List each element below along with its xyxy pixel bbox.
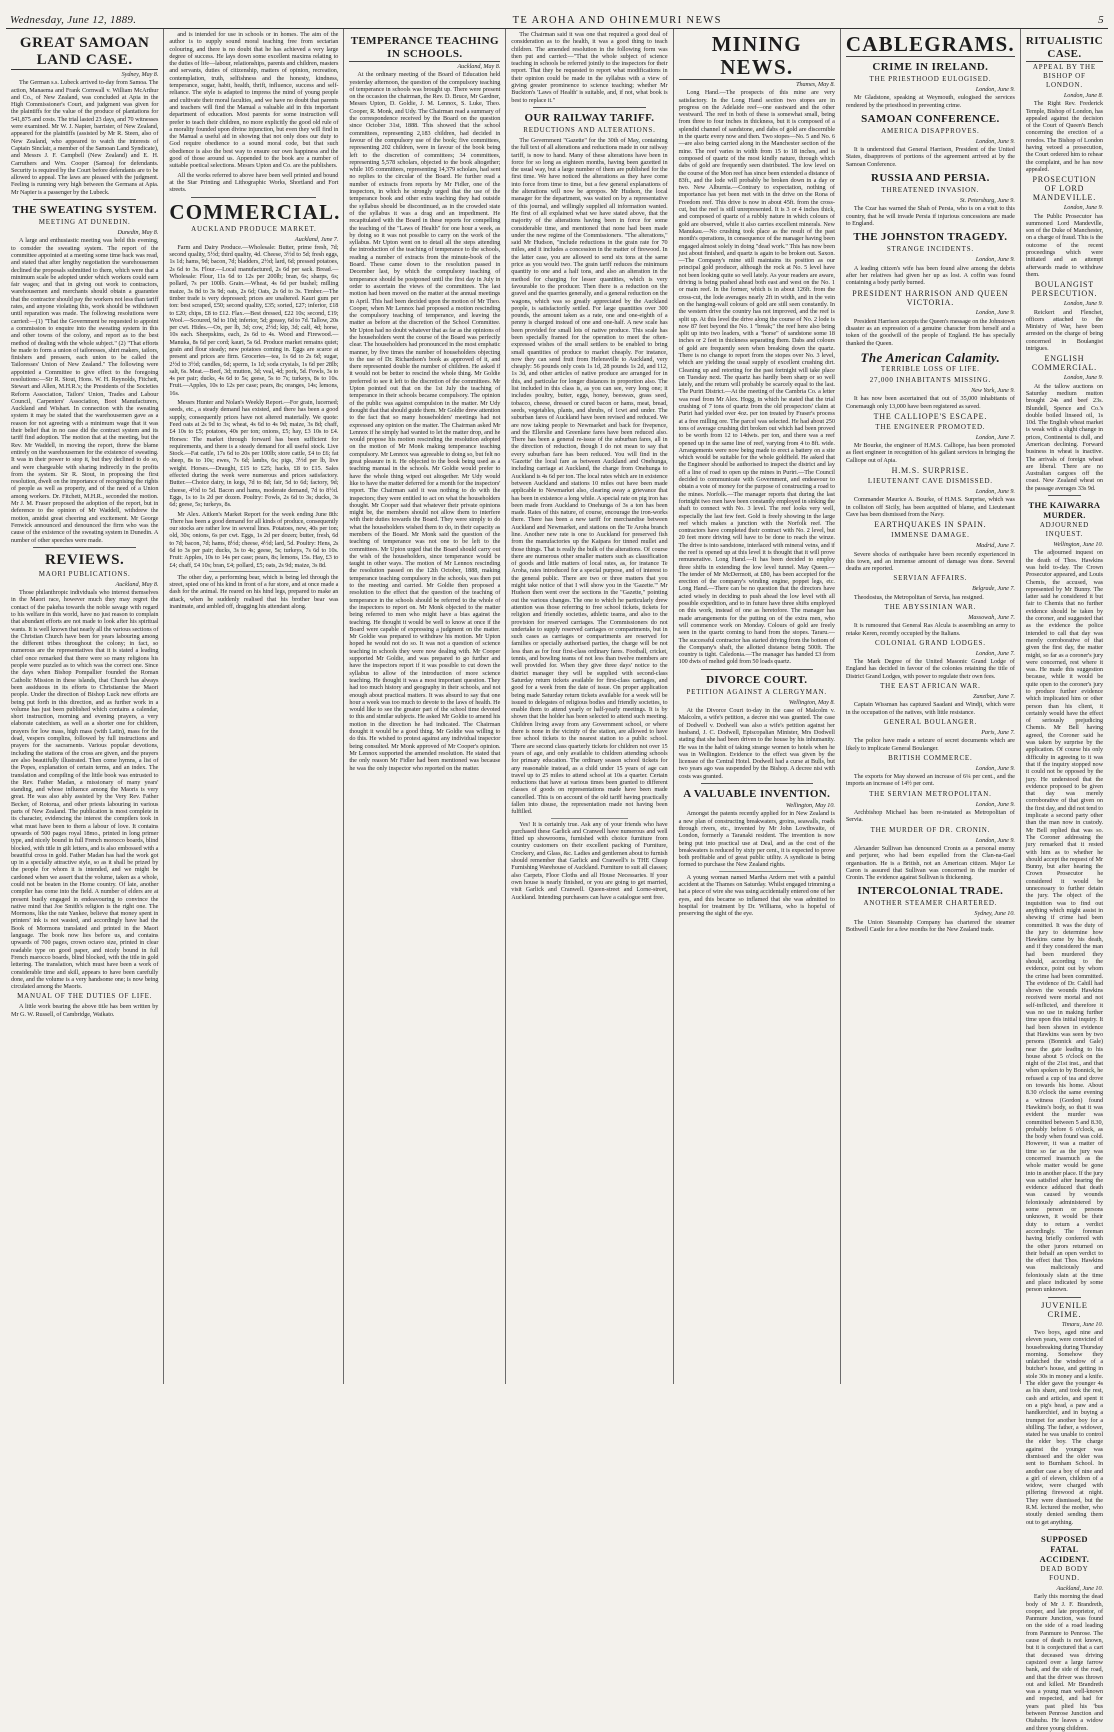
temperance-continued-text: The Chairman said it was one that required a good deal of consideration as to the health, it was a good thing to teach children. The amended resolution in the following form was then put and carried:—"That the whole subject of science teaching in schools be referred jointly to the inspectors for their report. That they be requested to report what modifications in their opinion could be made in the syllabus with a view of giving greater prominence to science teaching; whether Mr Buckton's 'Laws of Health' is suitable, and, if not, what book is best to replace it." [511,31,668,104]
aitken-report-text: Mr Alex. Aitken's Market Report for the week ending June 8th: There has been a good demand for all kinds of produce, consequently our stocks are rather low in several lines. Potatoes, new, 40s per ton; old, 30s; onions, 6s per cwt. Eggs, 1s 2d per dozen; butter, fresh, 6d to 7d; bacon, 7d; hams, 8½d; cheese, 4½d; lard, 5d. Poultry: Hens, 2s 6d to 3s per pair; ducks, 3s to 4s; geese, 5s; turkeys, 7s 6d to 10s. Fruit: Apples, 10s to 14s per case; pears, 8s; lemons, 15s. Hay, £3 to £4; chaff, £4 10s; bran, £4; pollard, £5; oats, 2s 9d; maize, 3s 8d. [169,510,339,569]
masthead-page-number: 5 [1098,14,1104,26]
temperance-date: Auckland, May 8. [457,63,501,70]
crime-ireland-heading: CRIME IN IRELAND. [872,61,989,73]
grand-lodges-text: The Mark Degree of the United Masonic Grand Lodge of England has decided in favour of the colonies retaining the title of District Grand Lodges, with power to regulate their own fees. [845,658,1015,680]
invention-date: Wellington, May 10. [785,802,835,810]
earthquakes-date: Madrid, June 7. [976,542,1015,550]
reviews-heading: REVIEWS. [44,551,125,568]
grand-lodges-heading: COLONIAL GRAND LODGES. [874,638,986,647]
mandeville-date: London, June 9. [1063,204,1104,212]
invention-text: Amongst the patents recently applied for in New Zealand is a new plan of constructing breakwaters, groins, seawalls, roads through rivers, etc., invented by Mr John Lowthwaite, of London, formerly a Taranaki resident. The invention is now being put into practical use at Deal, and as the cost of the breakwaters is reduced by sixty per cent., it is expected to prove both profitable and of great public utility. A syndicate is being formed to purchase the New Zealand rights. [678,810,835,869]
servian-metropolitan-date: London, June 9. [975,800,1015,808]
ritualistic-subheading: APPEAL BY THE BISHOP OF LONDON. [1032,63,1096,89]
juvenile-crime-date: Timaru, June 10. [1061,1320,1104,1328]
divider [701,783,813,784]
invention-heading: A VALUABLE INVENTION. [683,788,831,801]
hunter-report-text: Messrs Hunter and Nolan's Weekly Report.—For grain, lucerned; seeds, etc., a steady demand has existed, and there has been a good supply, consequently prices have not altered materially. We quote: Feed oats at 2s 9d to 3s; wheat, 4s 6d to 4s 9d; maize, 3s 8d; chaff, £4 10s to £5; potatoes, 40s per ton; onions, £5; hay, £3 10s to £4. Horses: The market through forward has been sufficient for requirements, and there is a steady demand for all useful stock. Live Stock.—Fat cattle, 17s 6d to 20s per 100lb; store cattle, £4 to £6; fat sheep, 8s to 10s; ewes, 7s 6d; lambs, 6s; pigs, 3½d per lb, live weight. Horses.—Draught, £15 to £25; hacks, £8 to £15. Sales effected during the week were numerous and prices satisfactory. Butter.—Choice dairy, in kegs, 7d to 8d; fair, 5d to 6d; factory, 9d; cheese, 4½d to 5d. Bacon and hams, moderate demand, 7d to 8½d. Eggs, 1s to 1s 2d per dozen. Poultry: Fowls, 2s 6d to 3s; ducks, 3s 6d; geese, 5s; turkeys, 8s. [169,399,339,509]
servian-metropolitan-text: Archbishop Michael has been re-instated as Metropolitan of Servia. [845,809,1015,824]
temperance-text: At the ordinary meeting of the Board of Education held yesterday afternoon, the question of the compulsory teaching of temperance in schools was brought up. There were present on the occasion the chairman, the Rev. D. Bruce, Mr Gardner, Messrs Upton, D. Goldie, J. M. Lennox, S. Luke, Theo. Cooper, R. Monk, and Udy. The Chairman read a summary of the correspondence received by the Board on the question since October 31st, 1888. This showed that the school committees, representing 2,183 children, had decided in favour of the compulsory use of the book; five committees, representing 202 children, were in favour of the book being left to the discretion of committees; 34 committees, representing 5,578 scholars, objected to the book altogether; while 105 committees, representing 14,379 scholars, had sent no replies to the circular of the Board. He further read a number of extracts from reports by Mr Fidler, one of the inspectors, in which he strongly urged that the use of the temperance book and other extra teaching they had outside the syllabus should be discontinued, as in the crowded state of the syllabus it was a drag and an impediment. He recapitulated with the Board in these reports for compelling the teaching of the "Laws of Health" for one hour a week, as by doing so it was not possible to carry on the work of the syllabus. Mr Upton went on to detail all the steps attending the introduction of the teaching of temperance to the schools, reading a number of extracts from the minute-book of the Board. These came down to the resolution passed in December last, by which the compulsory teaching of temperance should be postponed until the first day in July in order to ascertain the views of the committees. The last motion had been moved on the matter at the annual meetings in April. This had been decided upon the motion of Mr Theo. Cooper, when Mr Lennox had proposed a motion rescinding the compulsory teaching of temperance, and leaving the matter as before at the discretion of the School Committee. Mr Upton had no doubt whatever that as far as the opinions of the householders went the course of the Board was perfectly clear. The householders had pronounced in the most emphatic manner, by five times the number of householders objecting to the use of Dr. Richardson's book as approved of it, and there represented double the number of children. He asked if it would not be better to rescind the whole thing. Mr Goldie preferred to see it left to the discretion of the committees. Mr Upton pointed out that on the 1st July the teaching of temperance in their schools became compulsory. The opinion of the public was against compulsion in the matter. Mr Udy thought that that should guide them. Mr Goldie drew attention to the fact that so many householders' meetings had not expressed any opinion on the matter. The Chairman asked Mr Lennox if he simply had wanted to let the matter drop, and he would propose his motion rescinding the resolution adopted on the motion of Mr Monk making temperance teaching compulsory. Mr Lennox was agreeable to doing so, but felt no great pleasure in it. He objected to the book being used as a teaching manual in the schools. Mr Goldie would prefer to have the whole thing wiped out altogether. Mr Udy would like to have the matter deferred for a month for the inspectors' report. The Chairman said it was nothing to do with the inspectors; they were entitled to act on what the householders thought. Mr Cooper said that whatever their private opinions might be, the members should not allow them to interfere with their duties towards the Board. They were simply to do what the householders wished them to do, in their capacity as members of the Board. Mr Monk said the question of the teaching of temperance was not one to be left to the committees. Mr Upton urged that the Board should carry out the wish of the householders, since temperance would be taught in other ways. The motion of Mr Lennox rescinding the resolution passed on the 12th October, 1888, making temperance teaching compulsory in the schools, was then put to the meeting and carried. Mr Goldie then proposed a resolution to the effect that the question of the teaching of temperance in the schools should be referred to the whole of the inspectors to report on. Mr Monk objected to the matter being referred to men who might have a bias against the teaching. He thought it would be well to know at once if the Board were capable of expressing a judgment on the matter. Mr Goldie was prepared to withdraw his motion. Mr Upton hoped he would not do so. It was not a question of science teaching in schools they were now dealing with. Mr Cooper supported Mr Goldie, and was prepared to go further and have the inspectors report if it was possible to cut down the syllabus to allow of the introduction of more science teaching. He thought it was a most important question. They had too much history and geography in their schools, and not enough about practical matters. It was absurd to say that one hour a week was too much to devote to the laws of health. He would like to see the greater part of the school time devoted to this and similar subjects. He asked Mr Goldie to amend his motion in the direction he had indicated. The Chairman thought it would be a good thing. Mr Goldie was willing to do this. He wished to protest against any individual inspector being consulted. Mr Monk approved of Mr Cooper's opinion. Mr Lennox supported the amended resolution. He stated that the only reason Mr Fidler had been mentioned was because he was the only inspector who reported on the matter. [349,71,501,772]
juvenile-crime-heading: JUVENILE CRIME. [1041,1299,1088,1319]
divider [1048,1529,1081,1530]
ritualistic-date: London, June 8. [1063,92,1104,99]
temperance-heading: TEMPERANCE TEACHING IN SCHOOLS. [350,35,499,60]
kaiwarra-heading: THE KAIWARRA MURDER. [1028,500,1101,521]
servian-affairs-heading: SERVIAN AFFAIRS. [893,574,968,583]
commercial-date: Auckland, June 7. [294,235,339,243]
divider [33,547,136,548]
divorce-heading: DIVORCE COURT. [706,673,808,686]
boulangist-date: London, June 9. [1063,300,1104,308]
commercial-heading: COMMERCIAL. [169,199,341,224]
calliope-subheading: THE ENGINEER PROMOTED. [875,422,986,431]
fatal-accident-text: Early this morning the dead body of Mr J. F. Brandreth, cooper, and late proprietor, of Panmure Junction, was found on the side of a road leading from Panmure to Penrose. The cause of death is not known, but it is conjectured that a cart that deceased was driving capsized over a large farrow bank, and the side of the road, and that the driver was thrown out and killed. Mr Brandreth was a young man well-known and respected, and had for years past plied his 'bus between Penrose Junction and Otahuhu. He leaves a widow and three young children. [1025,1593,1104,1732]
earthquakes-subheading: IMMENSE DAMAGE. [891,531,970,540]
harrison-text: President Harrison accepts the Queen's message on the Johnstown disaster as an expression of a genuine character from herself and a token of the goodwill of the people of England. He has specially thanked the Queen. [845,317,1015,347]
samoan-land-text: The German s.s. Lubeck arrived to-day from Samoa. The action, Manaema and Frank Cornwall v. William McArthur and Co., of New Zealand, was concluded at Apia in the High Commissioner's Court, and judgment was given for the plaintiffs for the value of the produce of plantations for 541,875 and costs. The trial lasted 23 days, and 70 witnesses were examined. Mr W. J. Napier, barrister, of New Zealand, appeared for the plaintiffs (assisted by Mr R. Steen, also of New Zealand, who appeared to watch the interests of Captain Sinclair, a member of the Samoan Land Syndicate), and Messrs J. F. Campbell (New Zealand) and E. H. Carruthers and Wm. Cooper (Samoa) for defendants. Security is required by the Court before defendants are to be allowed to appeal. The laws are pleased with the judgment. Feeling is running very high between the Germans at Apia. Mr Napier is a passenger by the Lubeck. [11,79,159,196]
cronin-text: Alexander Sullivan has denounced Cronin as a personal enemy and perjurer, who had been expelled from the Clan-na-Gael organisation. He is a British, not an American citizen. Major Le Caron is assured that Sullivan was concerned in the murder of Cronin. The evidence against Sullivan is thickening. [845,844,1015,882]
ritualistic-heading: RITUALISTIC CASE. [1025,35,1104,60]
divider [1048,495,1081,496]
harrison-heading: PRESIDENT HARRISON AND QUEEN VICTORIA. [852,289,1009,308]
johnston-text: A leading citizen's wife has been found alive among the debris after her relatives had given her up as lost. A coffin was found containing a body partly burned. [845,264,1015,287]
fatal-accident-subheading: DEAD BODY FOUND. [1040,1564,1089,1582]
railway-heading: OUR RAILWAY TARIFF. [524,111,655,124]
cablegrams-heading: CABLEGRAMS. [845,32,1015,56]
commercial-text: Farm and Dairy Produce.—Wholesale: Butter, prime fresh, 7d; second quality, 5½d; third quality, 4d. Cheese, 3½d to 5d; fresh eggs, 1s 1d; hams, 9d; bacon, 7d; bladders, 2½d; lard, 6d; pressed potatoes, 2s 6d to 3s. Flour.—Local manufactured, 2s 6d per sack. Bread.—Wholesale: Flour, 11s 6d to 12s per 200lb; bran, 6s; sharps, 6s; pollard, 7s per 100lb. Grain.—Wheat, 4s 6d per bushel; milling maize, 3s 8d to 3s 9d; oats, 2s 6d; Oats, 2s 6d to 3s. Timber.—The timber trade is very depressed; prices are unaltered. Kauri gum per ton: best scraped, £50; second quality, £35; sorted, £27; inferior, £18 to £20; chips, £8 to £12. Flax.—Best dressed, £22 10s; second, £19; Wool.—Scoured, 9d to 10d; inferior, 5d; greasy, 6d to 7d. Tallow, 20s per cwt. Hides.—Ox, per lb, 3d; cow, 2½d; kip, 3d; calf, 4d; horse, 10s each. Sheepskins, each, 2s 6d to 4s. Wood and Firewood.—Manuka, 8s 6d per cord; kauri, 5s 6d. Produce market remains quiet; grain and flour steady; new potatoes coming in. Eggs are scarce at present and prices are firm. Groceries—tea, 1s 6d to 2s 6d; sugar, 2½d to 3½d; candles, 6d; sperm, 1s 1d; soda crystals, 1s 6d per 28lb; salt, 6s. Meat.—Beef, 3d; mutton, 3d; veal, 4d; pork, 5d. Fowls, 3s to 4s per pair; ducks, 4s 6d to 5s; geese, 5s to 7s; turkeys, 8s to 10s. Fruit.—Apples, 10s to 12s per case; pears, 8s; oranges, 14s; lemons, 16s. [169,243,339,397]
samoan-conference-heading: SAMOAN CONFERENCE. [861,112,1000,125]
reviews-text: Those philanthropic individuals who interest themselves in the Maori race, however much they may regret the contact of the pakeha towards the noble savage with regard to his welfare in this world, have no just reason to complain that abundant efforts are not made to look after his spiritual wants. It is well known that nearly all the various sections of the Christian Church have been for years labouring among the different tribes throughout the colony; in fact, so numerous are the representatives that it is stated a leading chief once remarked that there were so many religions his people were puzzled as to which was the correct one. Since the days when Bishop Pompallier founded the Roman Catholic Mission in these islands, that Church has always been assiduous in its efforts to Christianise the Maori people. Under the direction of Bishop Luck new efforts are being put forth in this direction, and as further work in a volume has just been published which contains a calendar, short instruction, morning and evening prayers, a very elaborate catechism, as well as a shorter one for children, prayers for low mass, high mass (with Latin), mass for the dead, vespers complins, followed by full instructions and prayers for the sacraments. Various popular devotions, including the stations of the cross are given, and the prayers are also beautifully illustrated. Then come hymns, a list of the Popes, explanation of certain terms, and an index. The translation and compiling of the little book was entrusted to the Rev. Father Madan, a missionary of many years' standing, and whose influence among the Maoris is very great. He was also ably assisted by the Very Rev. Father Becker, of Rotorua, and other priests labouring in various parts of New Zealand. The publication is most complete in its character, evidencing the interest the compilers took in what must have been to them a labour of love. It contains upwards of 500 pages royal 18mo., printed in long primer type, and nicely bound in full French morocco boards, blind blocked, with title in gilt letters, and is also embossed with a beautiful cross in gold. Father Madan has had the work got up in a specially attractive style, so as it shall be prized by the people for whom it is intended, and we might be cardoned when we assert that the volume, taken as a whole, could not be beaten in the Home country. Of late, another compiler has come into the field. A number of elders are at present busily engaged in endeavouring to convince the native mind that Joe Smith's religion is the right one. The Mormons, like the rate Yankee, believe that money spent in printers' ink is not wasted, and accordingly have had the Book of Mormons translated and printed in the Maori language. The book now lies before us, and contains upwards of 700 pages, crown octavo size, printed in clear readable type on good paper, and nicely bound in full French marocco boards, blind blocked, with the title in gold lettering. The translation, which must have been a work of considerable time and skill, appears to have been carefully done, and the volume is a very handsome one; is now being circulated among the Maoris. [11,589,159,991]
intercolonial-subheading: ANOTHER STEAMER CHARTERED. [863,899,998,908]
british-commerce-date: London, June 9. [975,764,1015,772]
russia-persia-text: The Czar has warned the Shah of Persia, who is on a visit to this country, that he will invade Persia if injurious concessions are made to England. [845,205,1015,227]
earthquakes-heading: EARTHQUAKES IN SPAIN. [874,520,987,530]
intercolonial-heading: INTERCOLONIAL TRADE. [857,885,1004,898]
manual-publisher-text: All the works referred to above have been well printed and bound at the Star Printing and Lithographic Works, Shortland and Fort streets. [169,171,339,194]
garlick-advert-text: Yes! It is certainly true. Ask any of your friends who have purchased these Garlick and Cranwell have numerous and well fitted up showrooms, furnished with choice furniture from country customers on their excellent packing of Furniture, Crockery, and Glass, &c. Ladies and gentlemen about to furnish should remember that Garlick and Cranwell's is THE Cheap Furnishing Warehouse of Auckland. Furniture to suit all classes; also Carpets, Floor Cloths and all House Necessaries. If your own house is nearly finished, or you are going to get married, visit Garlick and Cranwell. Queen-street and Lorne-street, Auckland. Intending purchasers can have a catalogue sent free. [511,820,668,901]
boulangist-heading: BOULANGIST PERSECUTION. [1031,280,1098,299]
divorce-text: At the Divorce Court to-day in the case of Malcolm v. Malcolm, a wife's petition, a decree nisi was granted. The case of Dodwell v. Dodwell was also a wife's petition against her husband, J. C. Dodwell, Episcopalian Minister, Mrs Dodwell stating that she had been driven to the house by his inhumanity. He was in the habit of taking strange women to hotels when he was in Wellington. Evidence to the effect was given by the licensee of the Central Hotel. Dodwell had a curse at Bulls, but two years ago was suspended by the Bishop. A decree nisi with costs was granted. [678,707,835,780]
column-6 [841,29,1021,1384]
abyssinian-text: It is rumoured that General Ras Alcula is assembling an army to retake Keren, recently occupied by the Italians. [845,622,1015,637]
divider [533,107,645,108]
divider [701,669,813,670]
english-commercial-heading: ENGLISH COMMERCIAL. [1031,354,1097,373]
hms-surprise-date: London, June 9. [975,488,1015,496]
divider [719,871,795,872]
divider [551,818,627,819]
samoan-conference-text: It is understood that General Harrison, President of the United States, disapproves of portions of the agreement arrived at by the Samoan Conference. [845,146,1015,168]
cronin-date: London, June 9. [975,836,1015,844]
british-commerce-text: The exports for May showed an increase of 6¼ per cent., and the imports an increase of 14½ per cent. [845,773,1015,788]
divorce-date: Wellington, May 8. [788,698,835,706]
masthead-title: TE AROHA AND OHINEMURI NEWS [512,15,722,26]
mandeville-heading: PROSECUTION OF LORD MANDEVILLE. [1032,175,1097,203]
column-3 [344,29,506,1384]
mandeville-text: The Public Prosecutor has summoned Lord Mandeville, son of the Duke of Manchester, on a charge of fraud. This is the outcome of the recent proceedings which were initiated and an attempt afterwards made to withdraw them. [1025,212,1104,278]
grand-lodges-date: London, June 7. [975,649,1015,657]
servian-metropolitan-heading: THE SERVIAN METROPOLITAN. [869,789,992,798]
hms-surprise-heading: H.M.S. SURPRISE. [891,466,970,476]
boulanger-date: Paris, June 7. [981,728,1015,736]
russia-persia-date: St. Petersburg, June 9. [959,197,1015,205]
divider [191,197,316,198]
abyssinian-date: Massowah, June 7. [968,613,1015,621]
ritualistic-text: The Right Rev. Frederick Temple, Bishop of London, has appealed against the decision of the Court of Queen's Bench concerning the erection of a reredos. The Bishop of London having vetoed a prosecution, the Court ordered him to rehear the complaint, and he has now appealed. [1025,100,1104,173]
russia-persia-heading: RUSSIA AND PERSIA. [870,172,990,185]
harrison-date: London, June 9. [975,309,1015,317]
english-commercial-text: At the tallow auctions on Saturday medium mutton brought 24s and beef 23s. Blundell, Spence and Co.'s double boiled linseed oil, 1s 10d. The English wheat market is weak with a slight change in prices, Continental is dull, and American declining. Forward business in wheat is inactive. The arrivals of foreign wheat are liberal. There are no Australian cargoes off the coast. New Zealand wheat on the passage averages 33s 9d. [1025,382,1104,492]
masthead [6,4,1108,29]
divider [209,571,298,572]
reviews-subheading: MAORI PUBLICATIONS. [38,569,131,578]
mining-text: Long Hand.—The prospects of this mine are very satisfactory. In the Long Hand section two stopes are in progress on the Adelaide reef—one eastward and the other westward. The reef in both of these is somewhat small, being from three to four inches in thickness, but it is composed of a splendid channel of sandstone, and dabs of gold are discernible in the quartz every now and then. Two stopes—No. 5 and No. 6—are also being carried along in the Manchester section of the mine. The reef varies in width from 15 to 18 inches, and is composed of quartz of the most kindly nature, through which dabs of gold are frequently seen distributed. The low level on the course of the Mon reef has since been extended a distance of 83ft., and the lode will probably be broken down in a day or two. New Alburnia.—Contrary to expectation, nothing of importance has yet been met with in the drive on the Rona of Freedom reef. This drive is now in about 45ft. from the cross-cut, but the reef is still unrepresented. It is 3 or 4 inches thick, and composed of quartz of a rubbly nature in which colours of gold are observed, while it also carries excellent minerals. New Manukau.—No crushing took place as the result of the past month's operations, in consequence of the manager having been engaged almost solely in doing "dead work." This has now been just about finished, and quartz is again to be broken out. Saxon.—The Company's mine still maintains its position as our principal gold producer, although the rock at No. 5 level have not been looking quite so well lately. As your readers are aware, driving is being pushed ahead both east and west on the No. 1 or main reef. In the former, which is in about 126ft. from the cross-cut, the lode averages nearly 2ft in width, and in the vein on the hanging-wall colours of gold are still seen constantly. In the western drive the country has not improved, and the reef is split up. At this level the drive along the course of No. 2 lode is now 87 feet beyond the No. 1 "break;" the reef here also being split up into two leaders, with a "horse" of sandstone some 18 inches or 2 feet in thickness separating them. Dabs and colours of gold are frequently seen when breaking down the quartz. There is no change to report from the stopes over No. 3 level, which are yielding the usual supply of excellent crushing dirt. Cleaning up and retorting for the past fortnight will take place on Tuesday next. The quartz has hardly been sharp or so well lately, and the return will probably be scarcely equal to the last. The Puriri District.—At the meeting of the Cambria Co. a letter was read from Mr Alex. Hogg, in which he stated that the trial crushing of 7 tons of quartz from the old prospectors' claim at Puriri had yielded over 4oz. per ton treated by Fraser's process at a free milling ore. The parcel was selected. He had about 250 tons of average crushing dirt broken out which had been proved to be worth from 12 to 14dwts. per ton, and there was a reef opened up in the same line of reef, varying from 4 to 8ft. wide. Arrangements were now being made to erect a battery on a site which would be suitable for the whole goldfield. He asked that the Engineer should be authorised to inspect the district and lay off a line of road to open up the mines in Puriri.—The Council decided to communicate with Government, and endeavour to obtain a vote of money for the purpose of constructing a road to the mines. Norfolk.—The manager reports that during the last fortnight two men have been constantly employed in sinking the shaft to connect with No. 3 level. The reef looks very well, especially the last few feet. Gold is freely showing in the large reef which makes a junction with the Norfolk reef. The contractors have completed their contract with No. 2 level, but 20 feet more driving will have to be done to reach the winze. The drive is into sandstone, interlaced with mineral veins, and if the reef is opened up at this level it is thought that it will prove remunerative. Long Hand.—It has been decided to employ three shifts in extending the low level tunnel. May Queen.—The tender of Mr McDermott, at £80, has been accepted for the erection of the company's winding engine, poppet legs, etc. Long Hand.—There can be no question that the directors have acted wisely in deciding to push ahead the low level with all possible expedition, and to in future have three shifts employed on this work, instead of one as heretofore. The manager has made arrangements for the putting on of the extra men, who will commence work on Monday. Colours of gold are freely seen in the quartz coming to hand from the stopes. Tararu.—The successful contractor has started driving from the bottom of the Company's shaft, the allotted distance being 500ft. The country is tight. Caledonia.—The manager has handed £3 from 100 dwts of melted gold from 50 loads quartz. [678,89,835,666]
juvenile-crime-text: Two boys, aged nine and eleven years, were convicted of housebreaking during Thursday morning. Somehow they unlatched the window of a butcher's house, and getting in stole 30s in money and a knife. The elder gave the younger 4s as his share, and took the rest, cash and articles, and spent it on a pig's head, a paw and a handkerchief, and in buying a trumpet for another boy for a shilling. The father, a widower, stated he was unable to control the elder boy. The charge against the younger was dismissed and the older was sent to Burnham School. In another case a boy of nine and a girl of eleven, children of a widow, were charged with pilfering firewood at night. They were dismissed, but the R.M. lectured the mother, who stoutly denied sending them out to get anything. [1025,1328,1104,1526]
russia-persia-subheading: THREATENED INVASION. [881,186,980,195]
divider [1048,1297,1081,1298]
fatal-accident-heading: SUPPOSED FATAL ACCIDENT. [1039,1533,1090,1564]
sweating-subheading: MEETING AT DUNEDIN. [38,218,131,227]
earthquakes-text: Severe shocks of earthquake have been recently experienced in this town, and an immense amount of damage was done. Several deaths are reported. [845,550,1015,573]
hms-surprise-subheading: LIEUTENANT CAVE DISMISSED. [867,477,993,486]
columns [6,29,1108,1732]
kaiwarra-subheading: ADJOURNED INQUEST. [1039,521,1090,539]
american-calamity-subheading: TERRIBLE LOSS OF LIFE. [880,364,980,373]
american-calamity-date: New York, June 9. [971,386,1015,394]
samoan-conference-subheading: AMERICA DISAPPROVES. [881,126,980,135]
calliope-text: Mr Bourke, the engineer of H.M.S. Calliope, has been promoted as fleet engineer in recognition of his gallant services in bringing the Calliope out of Apia. [845,442,1015,464]
sweating-text: A large and enthusiastic meeting was held this evening, to consider the sweating system. The report of the committee appointed at a meeting some time back was read, and stated that after lengthy negotiation the warehousemen declined the proposals submitted to them, which were that a minimum scale be adopted under which workers could earn fair wages; and that in giving out work to contractors, warehousemen and merchants should obtain a guarantee that the contractor should pay the workers not less than tariff rates, and anyone violating this, work should be withdrawn until reparation was made. The following resolutions were carried:—(1) "That the Government be requested to appoint a commission to enquire into the sweating system in this and other towns of the colony, and report as to the best method of dealing with the whole subject." (2) "That efforts be made to form a union of tailoresses, shirt makers, tailors, finishers and pressers, each union to be called the Tailoresses' Union of New Zealand." The following were appointed a Committee to give effect to the foregoing resolutions:—Sir R. Stout, Hons. W. H. Reynolds, Fitchett, Stewart and Allen, M.H.R.'s; the Presidents of the Societies Reform Association, Tailors' Union, Trades and Labour Council, Carpenters' Association, Boot Manufacturers, Auckland and Wishart. In connection with the sweating system it may be stated that the warehousemen gave as a reason for not agreeing with a minimum wage that it was their belief that in no case did the contract system and its tariff find adoption. The motion that at the meeting, but the Rev. Mr Waddell, in moving the report, threw the blame entirely on the warehousemen for the existence of sweating. It was in their power to stop it, but they declined to do so, and were chargeable with sharing indirectly in the profits from the system. Sir R. Stout, in proposing the first resolution, dwelt on the importance of recognising the rights of people as well as property, and of the need of a Union among workers. Dr. Fitchett, M.H.R., seconded the motion. Mr J. M. Fraser proposed the adoption of the report, but in deference to the opinion of Mr Waddell, withdrew the motion, amidst great cheering and excitement. Mr George Fenwick announced and denounced the firm who was the cause of the existence of the sweating system in Dunedin. A number of other speeches were made. [11,237,159,544]
accident-eye-text: A young woman named Martha Ardern met with a painful accident at the Thames on Saturday. Whilst engaged trimming a hat a piece of wire she was using accidentally entered one of her eyes, and this became so inflamed that she was admitted to hospital for treatment by Dr. Williams, who is hopeful of preserving the sight of the eye. [678,873,835,918]
calliope-date: London, June 7. [975,433,1015,441]
sweating-heading: THE SWEATING SYSTEM. [12,204,157,217]
masthead-date: Wednesday, June 12, 1889. [10,14,137,26]
boulanger-text: The police have made a seizure of secret documents which are likely to implicate General Boulanger. [845,737,1015,752]
manual-heading: MANUAL OF THE DUTIES OF LIFE. [17,992,153,1001]
intercolonial-text: The Union Steamship Company has chartered the steamer Bothwell Castle for a few months for the New Zealand trade. [845,918,1015,933]
column-5 [674,29,841,1384]
commercial-subheading: AUCKLAND PRODUCE MARKET. [191,224,317,233]
abyssinian-heading: THE ABYSSINIAN WAR. [884,602,977,611]
kaiwarra-date: Wellington, June 10. [1053,541,1104,549]
fatal-accident-date: Auckland, June 10. [1056,1584,1104,1592]
american-calamity-heading: The American Calamity. [860,349,1001,365]
east-african-heading: THE EAST AFRICAN WAR. [880,682,981,691]
boulangist-text: Reickert and Flenchet, officers attached to the Ministry of War, have been arrested on the charge of being concerned in Boulangist intrigues. [1025,308,1104,353]
american-calamity-text: It has now been ascertained that out of 35,000 inhabitants of Conemaugh only 13,000 have been registered as saved. [845,395,1015,410]
crime-ireland-text: Mr Gladstone, speaking at Weymouth, eulogised the services rendered by the priesthood in preventing crime. [845,94,1015,109]
east-african-text: Captain Wissman has captured Saadani and Windji, which were in the occupation of the natives, with little resistance. [845,701,1015,716]
sweating-date: Dunedin, May 8. [117,229,159,237]
crime-ireland-subheading: THE PRIESTHOOD EULOGISED. [869,75,992,83]
column-7 [1021,29,1108,1732]
servian-affairs-date: Belgrade, June 7. [972,585,1015,593]
intercolonial-date: Sydney, June 10. [974,910,1015,918]
manual-continued-text: and is intended for use in schools or in homes. The aim of the author is to supply sound moral teaching free from sectarian colouring, and there is no doubt that he has achieved a very large degree of success. He lays down some excellent maxims relating to the duties of life—labour, relationships, parents and children, masters and servants, duties of citizenship, matters of opinion, recreation, contemplation, truth, selfishness and the honesty, kindness, temperance, sugar, habit, health, thrift, influence, success and self-reliance. The style is adapted to impress the mind of young people and cultivate their moral faculties, and we have no doubt that parents and teachers will find the Manual a valuable aid in this important department of education. Most parents for some instruction will prefer to teach their children, no more explicitly the good old rule of a morality founded upon divine injunction, but even they will find in the Manual a useful aid in showing that not only does our duty to God require obedience to a sound moral code, but that such obedience is also the best way to ensure our own happiness and the good of those around us. Appended to the book are a number of suitable poetical selections. Messrs Upton and Co. are the publishers. [169,31,339,170]
reviews-date: Auckland, May 8. [115,580,159,588]
kaiwarra-text: The adjourned inquest on the death of Thos. Hawkins was held to-day. The Crown Prosecutor appeared, and Louis Chemis, the accused, was represented by Mr Bunny. The latter said he considered it but fair to Chemis that no further evidence should be taken by the coroner, and suggested that as the evidence the police intended to call that day was merely corroborative of that given the first day, the matter might, so far as a coroner's jury were concerned, rest where it was. He made this suggestion because, while it would be quite open to the coroner's jury to produce further evidence which implicated him or other person than his client, it certainly would have the effect of seriously prejudicing Chemis. Mr Bell having agreed, the Coroner said he was taken by surprise by the application. Of course his only difficulty in agreeing to it was that if the inquiry stopped now it could not be opposed by the jury. He understood that the evidence proposed to be given that day was merely corroborative of that given on the first day, and did not tend to implicate a second party other than the man now in custody. Mr Bell replied that was so. The Coroner addressing the jury remarked that it rested with him as to whether he should accept the request of Mr Bunny, but after hearing the Crown Prosecutor he considered it would be unnecessary to further detain the jury. The object of the inquisition was to find out anything which might assist in shewing if crime had been committed. It was the duty of the jury to determine how Hawkins came by his death, and if they considered the man had been murdered they should, according to the evidence, point out by whom the crime had been committed. The evidence of Dr. Cahill had shown the wounds Hawkins received were mortal and not self-inflicted, and therefore it was no use in making further time upon this initial inquiry. It had been shown in evidence that Hawkins was seen by two persons (Bonnick and Gale) near the gate leading to his house about 5 o'clock on the night of the 21st inst., and that when spoken to by Bonnick, he refused a cup of tea and drove on towards his home. About 8.30 o'clock the same evening a witness (Gordon) found Hawkins's body, so that it was evident the murder was committed between 5 and 8.30, probably before 6 o'clock, as the body when found was cold. However, it was a matter of time so far as the jury was concerned inasmuch as the whole matter would be gone into in another place. If the jury was satisfied after hearing the evidence adduced that death was caused by wounds feloniously administered by some person or persons unknown, it would be their duty to return a verdict accordingly. The foreman having briefly conferred with the other jurors returned on their behalf an open verdict to the effect that Thos. Hawkins was maliciously and feloniously slain at the time and place indicated by some person unknown. [1025,549,1104,1294]
american-calamity-subheading-2: 27,000 INHABITANTS MISSING. [869,375,992,384]
column-1 [6,29,164,1384]
divorce-subheading: PETITION AGAINST A CLERGYMAN. [686,687,827,696]
railway-subheading: REDUCTIONS AND ALTERATIONS. [523,125,656,134]
column-2 [164,29,344,1384]
samoan-land-date: Sydney, May 8. [121,71,159,78]
crime-ireland-date: London, June 9. [975,86,1015,93]
railway-text: The Government "Gazette" for the 30th of May, containing the full text of all alterations and reductions made in our railway tariff, is now to hand. Many of these alterations have been in force for so long as eighteen months, having been gazetted in the usual way, but a large number of them are published for the first time. We have noticed the alterations as they have come into force from time to time, but a few general explanations of the alterations will now be apropos. Mr Hudson, the local manager for the department, was waited on by a representative of this journal, and willingly supplied all information wanted. He first of all explained what we have stated above, that the majority of the alterations having been in force for some considerable time, and mentioned that none had been made under the new regime of the Commissioners. "The alterations," said Mr Hudson, "include reductions in the grain rate for 70 miles, and it includes a concession in the matter of firewood. In the latter case, you are allowed to send six tons at the same price as you would two. The grain tariff reduces the minimum quantity to one and a half tons, and also an alteration in the method for charging for lesser quantities, which is very favourable to the producer. Then there is a reduction on the gravel and the quarries generally, and a general reduction on the wagons, which was so greatly appreciated by the Auckland people, is satisfactorily settled. For large quantities over 300 pounds, the amount taken as a rate, one and one-eighth of a penny is charged instead of one and one-half. A new scale has been provided for small lots of native produce. This scale has been specially framed for the operation to meet the often-expressed wishes of the small settlers to be enabled to bring small quantities of produce to market cheaply. For instance, now they can send fruit from Helensville to Auckland, very cheaply: 56 pounds only costs 1s 1d, 28 pounds 1s 2d, and 112, 1s 3d, and other articles of native produce are arranged for in this, and particular for longer distances in proportion also. The list included in this class is, as you can see, very long one; it includes poultry, butter, eggs, honey, beeswax, grass seed, tobacco, cheese, dressed or cured bacon or hams, meat, bread, seeds, vegetables, plants, and shrubs, of 1cwt and under. The suburban fares of Auckland have been revised and reduced. We are now taking people to Newmarket and back for fivepence, and the Ellerslie and Greenlane fares have been reduced also. There has been a general re-issue of the suburban fares, all in the direction of reduction, though I do not mean to say that every suburban fare has been reduced. You will find in the 'Gazette' the local fare as between Auckland and Onehunga, including carriage at Auckland, the charge from Onehunga to Auckland is 4s 6d per ton. The local rates which are in existence between Auckland and stations 10 miles out have been made applicable to Newmarket also, clearing away a grievance that has been in existence a long while. A special rate on pig iron has been made from Auckland to Onehunga of 3s a ton has been made. Rates of this nature, of course, encourage the iron-works there. There has been a new tariff for merchandise between Auckland and Newmarket, and stations on the Te Aroha branch line. Another new rate is one to Auckland for preserved fish from the manufactories up the Kaipara for tinned mullet and those things. That is really the bulk of the alterations. Of course there are numerous other smaller matters such as classification of goods and little matters of local rates, as, for instance Te Aroha, rates introduced for a special purpose, and of interest to the general public. There are two or three matters that you might take notice of that I will show you in the 'Gazette.'" Mr Hudson then went over the sections in the "Gazette," pointing out the various changes. The one to which he particularly drew attention was those referring to free school tickets, tickets for religion and friendly societies, athletic teams, and also to the provision for reserved carriages. The Commissioners do not undertake to supply reserved carriages or compartments, but in such cases as carriages or compartments are reserved for families or specially authorised parties, the charge will be not less than as for four first-class ordinary fares. Football, cricket, tennis, and bowling teams of not less than twelve members are well provided for. When they give three days' notice to the district manager they will be supplied with second-class Saturday return tickets available for first-class carriages, and good for a week from the date of issue. On proper application being made Saturday return tickets available for a week will be issued to delegates of religious bodies and friendly societies, to enable them to attend yearly or half-yearly meetings. It is by shown that the holder has been selected to attend such meeting. Children living away from any Government school, or where there is none in the vicinity of the station, are allowed to have free school tickets to the nearest station to a public school. There are second class quarterly tickets for children not over 15 years of age, and only available to children attending schools for primary education. The ordinary season school tickets for any reasonable instead, as a child under 15 years of age can travel up to 25 miles to attend school at 10s a quarter. Certain reductions that have at various times been granted to different classes of goods on representations made have been made cancelled. This is on account of the old tariff having practically fallen into disuse, the representation made not having been fulfilled. [511,136,668,816]
samoan-land-heading: GREAT SAMOAN LAND CASE. [11,35,158,70]
column-4 [506,29,673,1384]
english-commercial-date: London, June 9. [1063,374,1104,382]
samoan-conference-date: London, June 9. [975,137,1015,145]
johnston-date: London, June 9. [975,256,1015,264]
johnston-subheading: STRANGE INCIDENTS. [886,245,974,254]
divider [33,199,136,200]
hms-surprise-text: Commander Maurice A. Bourke, of H.M.S. Surprise, which was in collision off Sicily, has been acquitted of blame, and Lieutenant Cave has been dismissed from the Navy. [845,496,1015,518]
calliope-heading: THE CALLIOPE'S ESCAPE. [873,411,988,421]
east-african-date: Zanzibar, June 7. [973,693,1015,701]
cronin-heading: THE MURDER OF DR. CRONIN. [870,825,991,834]
mining-date: Thames, May 8. [796,81,835,88]
bear-anecdote-text: The other day, a performing bear, which is being led through the street, spied one of his kind in front of a fur store, and at once made a dash for the animal. He reared on his hind legs, prepared to make an attack, when he suddenly realised that his brother bear was inanimate, and ambled off, dragging his attendant along. [169,573,339,611]
servian-affairs-text: Theodosius, the Metropolitan of Servia, has resigned. [853,593,984,601]
boulanger-heading: GENERAL BOULANGER. [883,717,978,726]
johnston-heading: THE JOHNSTON TRAGEDY. [853,231,1008,244]
british-commerce-heading: BRITISH COMMERCE. [888,753,973,762]
manual-text: A little work bearing the above title has been written by Mr G. W. Russell, of Cambridge, Waikato. [11,1003,159,1018]
mining-heading: MINING NEWS. [679,33,835,80]
